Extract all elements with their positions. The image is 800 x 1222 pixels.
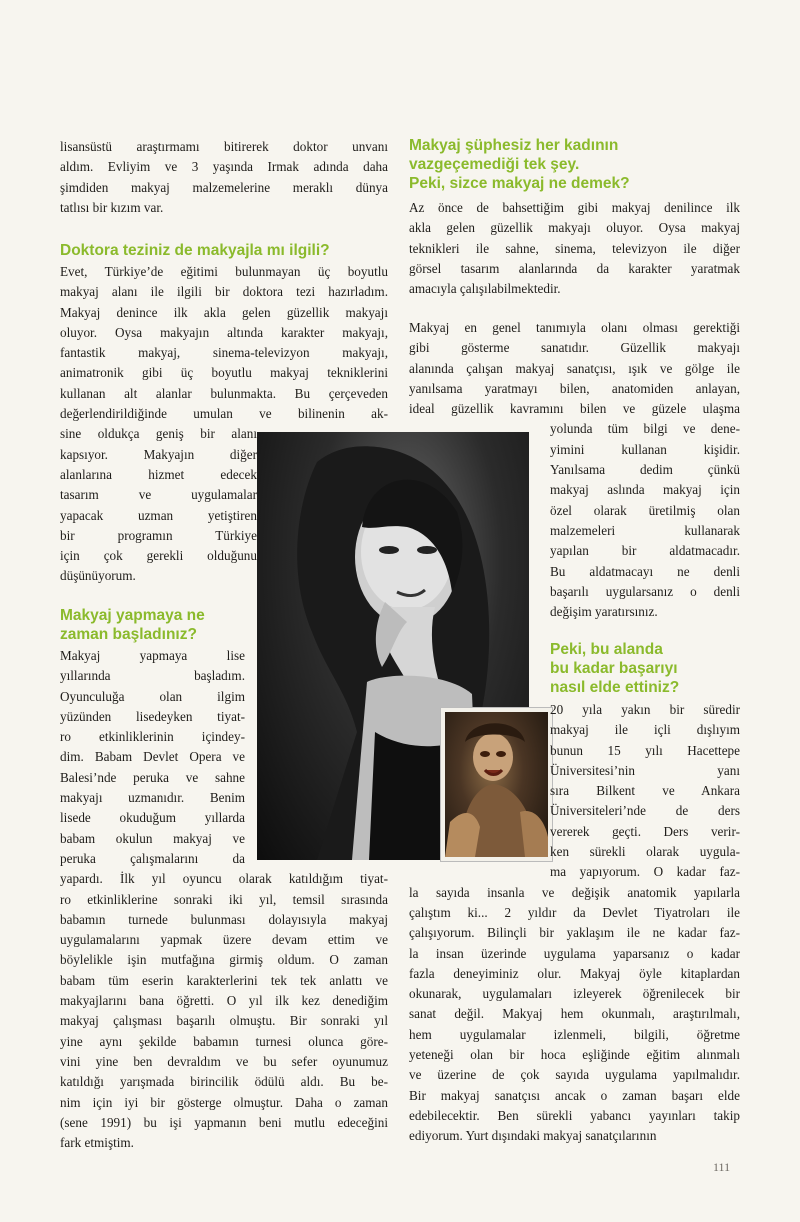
heading-line: bu kadar başarıyı — [550, 660, 678, 677]
text-line: lisansüstü araştırmamı bitirerek doktor unvanı — [60, 139, 388, 154]
text-line: değişim yaratırsınız. — [550, 604, 658, 620]
text-line: malzemeleri kullanarak — [550, 522, 740, 538]
text-line: lisede okuduğum yıllarda — [60, 810, 245, 826]
text-line: şimdiden makyaj malzemelerine meraklı dünya — [60, 179, 388, 195]
text-line: bir programın Türkiye — [60, 527, 257, 543]
text-line: babam tüm eserin karakterlerini tek tek anlattı ve — [60, 972, 388, 988]
text-line: düşünüyorum. — [60, 568, 136, 584]
text-line: Makyaj yapmaya lise — [60, 648, 245, 663]
text-line: peruka çalışmalarını da — [60, 850, 245, 866]
text-line: bunun 15 yılı Hacettepe — [550, 742, 740, 758]
text-line: Oyunculuğa olan ilgim — [60, 688, 245, 704]
text-line: makyaj aslında makyaj için — [550, 482, 740, 498]
text-line: makyajı uzmanıdır. Benim — [60, 790, 245, 806]
text-line: makyaj ile içli dışlıyım — [550, 722, 740, 738]
intro-paragraph — [60, 137, 388, 218]
text-line: kapsıyor. Makyajın diğer — [60, 446, 257, 462]
text-line: için çok gerekli olduğunu — [60, 548, 257, 564]
text-line: yüzünden lisedeyken tiyat- — [60, 708, 245, 724]
text-line: yeteneği olan bir hoca eşliğinde eğitim alınmalı — [409, 1047, 740, 1063]
text-line: ediyorum. Yurt dışındaki makyaj sanatçılarının — [409, 1128, 657, 1144]
text-line: böylelikle işin mutfağına girmiş oldum. O zaman — [60, 952, 388, 968]
text-line: oluyor. Oysa makyajın altında karakter makyajı, — [60, 324, 388, 340]
text-line: makyajlarını bana öğretti. O yıl ilk kez denediğim — [60, 993, 388, 1009]
page-number: 111 — [713, 1160, 731, 1174]
text-line: 20 yıla yakın bir süredir — [550, 702, 740, 717]
text-line: sanat değil. Makyaj hem okunmalı, araştırılmalı, — [409, 1006, 740, 1022]
text-line: ken sürekli olarak uygula- — [550, 844, 740, 860]
text-line: ro etkinliklerinin içindey- — [60, 729, 245, 745]
text-line: çalıştım ki... 2 yıldır da Devlet Tiyatroları ile — [409, 904, 740, 920]
text-line: fantastik makyaj, sinema-televizyon makyajı, — [60, 345, 388, 361]
text-line: tasarım ve uygulamalar — [60, 487, 257, 503]
text-line: okunarak, uygulamaları izleyerek öğrenilecek bir — [409, 986, 740, 1002]
text-line: Az önce de bahsettiğim gibi makyaj denilince ilk — [409, 200, 740, 215]
text-line: yanılsama yaratmayı bilen, anatomiden anlayan, — [409, 380, 740, 396]
text-line: ma yapıyorum. O kadar faz- — [550, 864, 740, 880]
text-line: (sene 1991) bu işi yapmanın beni mutlu edeceğini — [60, 1114, 388, 1130]
text-line: yıllarında başladım. — [60, 668, 245, 684]
text-line: başarılı uygularsanız o denli — [550, 583, 740, 599]
q3-heading — [409, 136, 630, 193]
text-line: tatlısı bir kızım var. — [60, 199, 164, 215]
text-line: la sayıda insanla ve değişik anatomik yapılarla — [409, 884, 740, 900]
text-line: Üniversitesi’nin yanı — [550, 762, 740, 778]
text-line: katıldığı yarışmada birincilik ödülü aldı. Bu be- — [60, 1074, 388, 1090]
heading-line: nasıl elde ettiniz? — [550, 679, 680, 696]
text-line: alanında çalışan makyaj sanatçısı, ışık ve gölge ile — [409, 360, 740, 376]
text-line: ideal güzellik kavramını bilen ve güzele ulaşma — [409, 401, 740, 417]
text-line: akla gelen güzellik makyajı oluyor. Oysa makyaj — [409, 220, 740, 236]
text-line: nim için iyi bir gösterge olmuştur. Daha o zaman — [60, 1094, 388, 1110]
text-line: teknikleri ile sahne, sinema, televizyon ile diğer — [409, 240, 740, 256]
text-line: dim. Babam Devlet Opera ve — [60, 749, 245, 765]
text-line: vini yine ben devraldım ve bu sefer oyunumuz — [60, 1053, 388, 1069]
text-line: animatronik gibi üç boyutlu makyaj tekniklerini — [60, 365, 388, 381]
text-line: yapacak uzman yetiştiren — [60, 507, 257, 523]
text-line: yimini kullanan kişidir. — [550, 441, 740, 457]
text-line: kullanan alt alanlar bulunmakta. Bu çerçeveden — [60, 385, 388, 401]
q2-heading — [60, 606, 205, 644]
q3-answer-paragraph-2 — [409, 318, 740, 622]
text-line: değerlendirildiğinde umulan ve bilinenin ak- — [60, 406, 388, 422]
text-line: özel olarak üretilmiş olan — [550, 502, 740, 518]
text-line: yine aynı şekilde babamın turnesi olunca göre- — [60, 1033, 388, 1049]
q4-heading — [550, 640, 679, 697]
text-line: makyaj alanı ile ilgili bir doktora tezi hazırladım. — [60, 284, 388, 300]
text-line: amacıyla çalışılabilmektedir. — [409, 281, 561, 297]
text-line: babamın turnede bulunması dolayısıyla makyaj — [60, 911, 388, 927]
text-line: sıra Bilkent ve Ankara — [550, 783, 740, 799]
text-line: yapardı. İlk yıl oyuncu olarak katıldığım tiyat- — [60, 871, 388, 887]
text-line: yolunda tüm bilgi ve dene- — [550, 421, 740, 437]
heading-line: Peki, bu alanda — [550, 641, 663, 658]
text-line: babam okulun makyaj ve — [60, 830, 245, 846]
text-line: uygulamalarını yapmak üzere devam ettim ve — [60, 932, 388, 948]
text-line: makyaj çalışması başarılı olmuştu. Bir sonraki yıl — [60, 1013, 388, 1029]
text-line: vererek geçti. Ders verir- — [550, 823, 740, 839]
text-line: Balesi’nde peruka ve sahne — [60, 769, 245, 785]
text-line: Makyaj denince ilk akla gelen güzellik makyajı — [60, 304, 388, 320]
q1-heading: Doktora teziniz de makyajla mı ilgili? — [60, 242, 330, 259]
text-line: edebilecektir. Ben sürekli yabancı yayınları takip — [409, 1107, 740, 1123]
heading-line: Makyaj yapmaya ne — [60, 607, 205, 624]
text-line: Evet, Türkiye’de eğitimi bulunmayan üç boyutlu — [60, 264, 388, 279]
text-line: Üniversiteleri’nde de ders — [550, 803, 740, 819]
text-line: yapılan bir aldatmacadır. — [550, 543, 740, 559]
text-line: aldım. Evliyim ve 3 yaşında Irmak adında daha — [60, 159, 388, 175]
text-line: ve üzerine de çok sayıda uygulama yapılmalıdır. — [409, 1067, 740, 1083]
heading-line: vazgeçemediği tek şey. — [409, 156, 580, 173]
text-line: görsel tasarım alanlarında da karakter yaratmak — [409, 260, 740, 276]
text-line: alanlarına hizmet edecek — [60, 466, 257, 482]
q4-answer — [409, 700, 740, 1147]
text-line: Yanılsama dedim çünkü — [550, 462, 740, 478]
text-line: Makyaj en genel tanımıyla olanı olması gerektiği — [409, 320, 740, 335]
text-line: Bu aldatmacayı ne denli — [550, 563, 740, 579]
text-line: gibi gösterme sanatıdır. Güzellik makyajı — [409, 340, 740, 356]
text-line: Bir makyaj sanatçısı ancak o zaman başarı elde — [409, 1087, 740, 1103]
text-line: çalışıyorum. Bilinçli bir yaklaşım ile ne kadar faz- — [409, 925, 740, 941]
text-line: hem uygulamalar izlenmeli, bilgili, öğretme — [409, 1026, 740, 1042]
text-line: sine oldukça geniş bir alanı — [60, 426, 257, 442]
heading-line: zaman başladınız? — [60, 626, 197, 643]
text-line: fazla deneyiminiz olur. Makyaj öyle kitaplardan — [409, 965, 740, 981]
text-line: fark etmiştim. — [60, 1135, 134, 1151]
text-line: la insan üzerinde uygulama yaparsanız o kadar — [409, 945, 740, 961]
heading-line: Peki, sizce makyaj ne demek? — [409, 175, 630, 192]
q3-answer-paragraph-1 — [409, 198, 740, 299]
text-line: ro etkinliklerine sonraki iki yıl, temsil sırasında — [60, 891, 388, 907]
heading-line: Makyaj şüphesiz her kadının — [409, 137, 619, 154]
